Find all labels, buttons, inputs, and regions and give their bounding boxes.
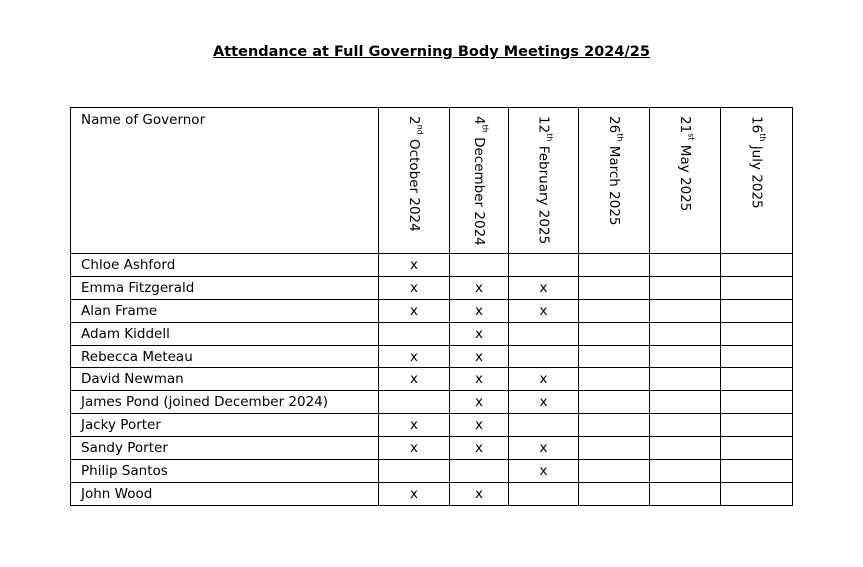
attendance-mark	[650, 276, 721, 299]
table-row	[71, 460, 793, 483]
meeting-day: 4	[471, 116, 487, 125]
meeting-month-year: July 2025	[748, 141, 765, 209]
attendance-mark: x	[450, 276, 509, 299]
attendance-mark	[379, 460, 450, 483]
attendance-mark: x	[379, 414, 450, 437]
table-row	[71, 482, 793, 505]
meeting-month-year: May 2025	[677, 140, 693, 212]
attendance-mark: x	[379, 345, 450, 368]
attendance-mark	[721, 482, 793, 505]
meeting-day: 16	[748, 116, 765, 134]
attendance-mark: x	[379, 299, 450, 322]
governor-name: Emma Fitzgerald	[71, 276, 379, 299]
meeting-day-suffix: th	[615, 133, 625, 142]
attendance-mark	[509, 345, 579, 368]
attendance-mark	[509, 254, 579, 277]
meeting-month-year: March 2025	[606, 141, 622, 226]
meeting-day-suffix: nd	[415, 124, 425, 135]
attendance-mark	[721, 414, 793, 437]
meeting-day-suffix: st	[686, 133, 696, 141]
table-row	[71, 345, 793, 368]
attendance-mark	[509, 322, 579, 345]
attendance-mark	[579, 460, 650, 483]
governor-name: Chloe Ashford	[71, 254, 379, 277]
meeting-day: 2	[406, 116, 422, 125]
attendance-mark	[650, 299, 721, 322]
table-row	[71, 322, 793, 345]
table-row	[71, 437, 793, 460]
attendance-mark: x	[379, 437, 450, 460]
attendance-mark	[721, 460, 793, 483]
attendance-mark: x	[379, 254, 450, 277]
meeting-month-year: February 2025	[535, 141, 552, 245]
meeting-day: 21	[677, 116, 693, 134]
attendance-mark	[650, 482, 721, 505]
attendance-mark	[579, 437, 650, 460]
table-row	[71, 276, 793, 299]
meeting-day-suffix: th	[545, 133, 554, 142]
attendance-mark: x	[379, 482, 450, 505]
table-row	[71, 299, 793, 322]
attendance-mark	[650, 345, 721, 368]
attendance-mark	[509, 414, 579, 437]
attendance-mark	[650, 460, 721, 483]
attendance-mark: x	[509, 299, 579, 322]
attendance-mark: x	[509, 460, 579, 483]
attendance-mark	[721, 345, 793, 368]
attendance-mark: x	[450, 482, 509, 505]
table-row	[71, 254, 793, 277]
attendance-mark: x	[509, 437, 579, 460]
governor-name: Philip Santos	[71, 460, 379, 483]
governor-name: Alan Frame	[71, 299, 379, 322]
attendance-mark	[650, 254, 721, 277]
governor-name: Jacky Porter	[71, 414, 379, 437]
attendance-mark	[509, 482, 579, 505]
attendance-mark: x	[450, 437, 509, 460]
meeting-day: 26	[606, 116, 622, 134]
document-title: Attendance at Full Governing Body Meetings 2024/25	[213, 44, 650, 60]
attendance-mark	[579, 414, 650, 437]
meeting-header	[450, 108, 509, 254]
meeting-header	[579, 108, 650, 254]
attendance-mark	[450, 460, 509, 483]
meeting-day: 12	[535, 116, 552, 134]
attendance-mark	[579, 368, 650, 391]
attendance-mark	[579, 254, 650, 277]
attendance-mark	[379, 391, 450, 414]
attendance-mark	[721, 437, 793, 460]
attendance-mark	[721, 368, 793, 391]
meeting-header	[379, 108, 450, 254]
attendance-mark	[721, 391, 793, 414]
attendance-mark	[650, 368, 721, 391]
attendance-mark: x	[450, 368, 509, 391]
attendance-table	[70, 107, 793, 506]
attendance-mark	[721, 299, 793, 322]
governor-name: James Pond (joined December 2024)	[71, 391, 379, 414]
meeting-month-year: October 2024	[406, 134, 422, 232]
name-column-header: Name of Governor	[71, 108, 379, 254]
attendance-mark	[650, 414, 721, 437]
attendance-mark	[721, 276, 793, 299]
meeting-day-suffix: th	[480, 124, 490, 133]
governor-name: Rebecca Meteau	[71, 345, 379, 368]
attendance-mark	[721, 322, 793, 345]
attendance-mark	[579, 299, 650, 322]
governor-name: David Newman	[71, 368, 379, 391]
table-row	[71, 414, 793, 437]
attendance-mark	[650, 322, 721, 345]
attendance-mark: x	[450, 414, 509, 437]
meeting-month-year: December 2024	[471, 132, 487, 246]
attendance-mark: x	[450, 345, 509, 368]
attendance-mark: x	[450, 299, 509, 322]
attendance-mark	[579, 482, 650, 505]
governor-name: Sandy Porter	[71, 437, 379, 460]
attendance-mark: x	[509, 391, 579, 414]
attendance-mark: x	[379, 276, 450, 299]
meeting-header	[650, 108, 721, 254]
attendance-mark: x	[509, 368, 579, 391]
meeting-header	[509, 108, 579, 254]
attendance-mark	[579, 391, 650, 414]
attendance-mark: x	[450, 391, 509, 414]
attendance-mark	[650, 391, 721, 414]
meeting-header	[721, 108, 793, 254]
attendance-mark: x	[379, 368, 450, 391]
attendance-mark	[579, 322, 650, 345]
governor-name: John Wood	[71, 482, 379, 505]
attendance-mark	[450, 254, 509, 277]
attendance-mark: x	[450, 322, 509, 345]
table-row	[71, 391, 793, 414]
meeting-day-suffix: th	[758, 133, 767, 142]
governor-name: Adam Kiddell	[71, 322, 379, 345]
attendance-mark: x	[509, 276, 579, 299]
attendance-mark	[721, 254, 793, 277]
attendance-mark	[379, 322, 450, 345]
attendance-mark	[650, 437, 721, 460]
table-row	[71, 368, 793, 391]
attendance-mark	[579, 276, 650, 299]
attendance-mark	[579, 345, 650, 368]
header-row	[71, 108, 793, 254]
